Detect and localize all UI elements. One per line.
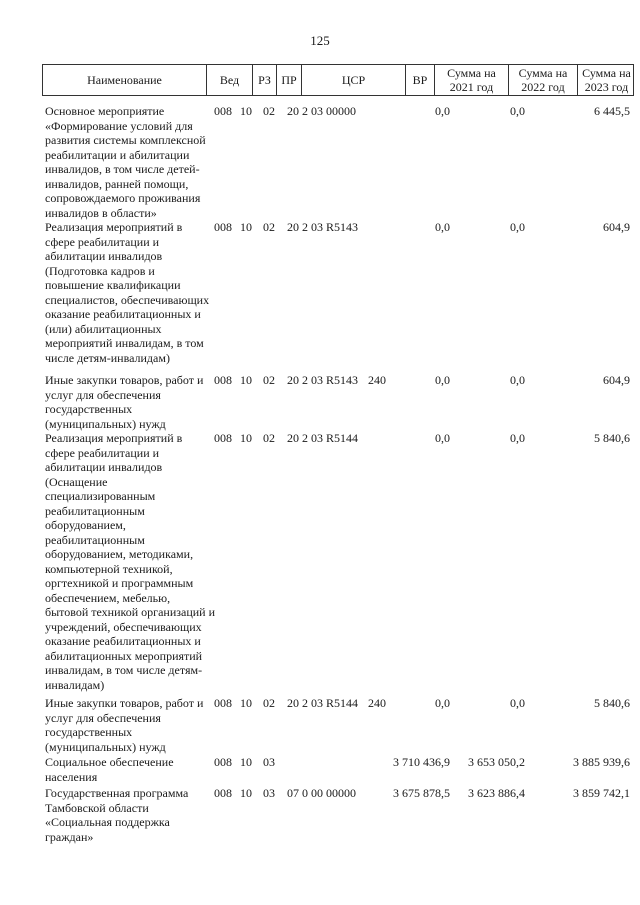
row-sum-2021: 0,0 (435, 104, 450, 118)
header-sum-2022: Сумма на 2022 год (508, 65, 577, 95)
row-ved: 008 (214, 220, 232, 234)
header-vr: ВР (405, 65, 434, 95)
row-sum-2021: 0,0 (435, 220, 450, 234)
page-number: 125 (310, 33, 330, 48)
row-ved: 008 (214, 104, 232, 118)
row-name: Государственная программа Тамбовской области «Социальная поддержка граждан» (45, 786, 189, 844)
row-ved: 008 (214, 755, 232, 769)
row-ved: 008 (214, 373, 232, 387)
row-sum-2021: 3 675 878,5 (393, 786, 450, 800)
row-rz: 10 (240, 220, 252, 234)
row-csr: 20 2 03 R5144 (287, 431, 359, 445)
row-rz: 10 (240, 755, 252, 769)
row-sum-2021: 0,0 (435, 431, 450, 445)
row-name: Социальное обеспечение населения (45, 755, 174, 784)
header-csr: ЦСР (301, 65, 405, 95)
table-header (42, 64, 634, 96)
row-sum-2023: 604,9 (603, 373, 630, 387)
row-sum-2021: 0,0 (435, 373, 450, 387)
header-rz: РЗ (252, 65, 276, 95)
row-csr: 20 2 03 00000 (287, 104, 356, 118)
row-vr: 240 (368, 373, 386, 387)
row-rz: 10 (240, 786, 252, 800)
row-pr: 03 (263, 755, 275, 769)
row-ved: 008 (214, 786, 232, 800)
row-pr: 02 (263, 696, 275, 710)
row-csr: 20 2 03 R5144 (287, 696, 359, 710)
row-pr: 02 (263, 373, 275, 387)
row-name: Реализация мероприятий в сфере реабилитации и абилитации инвалидов (Оснащение специализированным реабилитационным оборудованием, реабилитационным оборудованием, методиками, компьютерной техникой, оргтехникой и программным обеспечением, мебелью, бытовой техникой организаций и учреждений, обеспечивающих оказание реабилитационных и абилитационных мероприятий инвалидам, в том числе детям-инвалидам) (45, 431, 216, 692)
row-sum-2023: 604,9 (603, 220, 630, 234)
row-sum-2023: 3 885 939,6 (573, 755, 630, 769)
row-sum-2023: 5 840,6 (594, 431, 630, 445)
row-sum-2022: 0,0 (510, 220, 525, 234)
row-sum-2023: 6 445,5 (594, 104, 630, 118)
row-sum-2022: 0,0 (510, 431, 525, 445)
row-sum-2022: 0,0 (510, 696, 525, 710)
row-ved: 008 (214, 431, 232, 445)
header-sum-2021: Сумма на 2021 год (434, 65, 508, 95)
row-rz: 10 (240, 373, 252, 387)
header-ved: Вед (206, 65, 252, 95)
row-sum-2022: 0,0 (510, 104, 525, 118)
row-csr: 20 2 03 R5143 (287, 220, 359, 234)
row-ved: 008 (214, 696, 232, 710)
row-pr: 02 (263, 104, 275, 118)
row-csr: 07 0 00 00000 (287, 786, 356, 800)
row-sum-2022: 0,0 (510, 373, 525, 387)
row-name: Иные закупки товаров, работ и услуг для обеспечения государственных (муниципальных) нужд (45, 373, 204, 431)
row-sum-2022: 3 653 050,2 (468, 755, 525, 769)
row-name: Основное мероприятие «Формирование условий для развития системы комплексной реабилитации и абилитации инвалидов, в том числе детей-инвалидов, ранней помощи, сопровождаемого проживания инвалидов в области» (45, 104, 206, 220)
row-csr: 20 2 03 R5143 (287, 373, 359, 387)
row-name: Иные закупки товаров, работ и услуг для обеспечения государственных (муниципальных) нужд (45, 696, 204, 754)
row-pr: 02 (263, 431, 275, 445)
row-sum-2021: 3 710 436,9 (393, 755, 450, 769)
row-rz: 10 (240, 431, 252, 445)
row-name: Реализация мероприятий в сфере реабилитации и абилитации инвалидов (Подготовка кадров и повышение квалификации специалистов, обеспечивающих оказание реабилитационных и (или) абилитационных мероприятий инвалидам, в том числе детям-инвалидам) (45, 220, 210, 365)
row-sum-2023: 5 840,6 (594, 696, 630, 710)
row-pr: 03 (263, 786, 275, 800)
row-sum-2023: 3 859 742,1 (573, 786, 630, 800)
header-sum-2023: Сумма на 2023 год (577, 65, 635, 95)
row-sum-2022: 3 623 886,4 (468, 786, 525, 800)
row-sum-2021: 0,0 (435, 696, 450, 710)
header-pr: ПР (276, 65, 301, 95)
row-rz: 10 (240, 104, 252, 118)
row-vr: 240 (368, 696, 386, 710)
row-rz: 10 (240, 696, 252, 710)
row-pr: 02 (263, 220, 275, 234)
header-name: Наименование (87, 73, 162, 87)
